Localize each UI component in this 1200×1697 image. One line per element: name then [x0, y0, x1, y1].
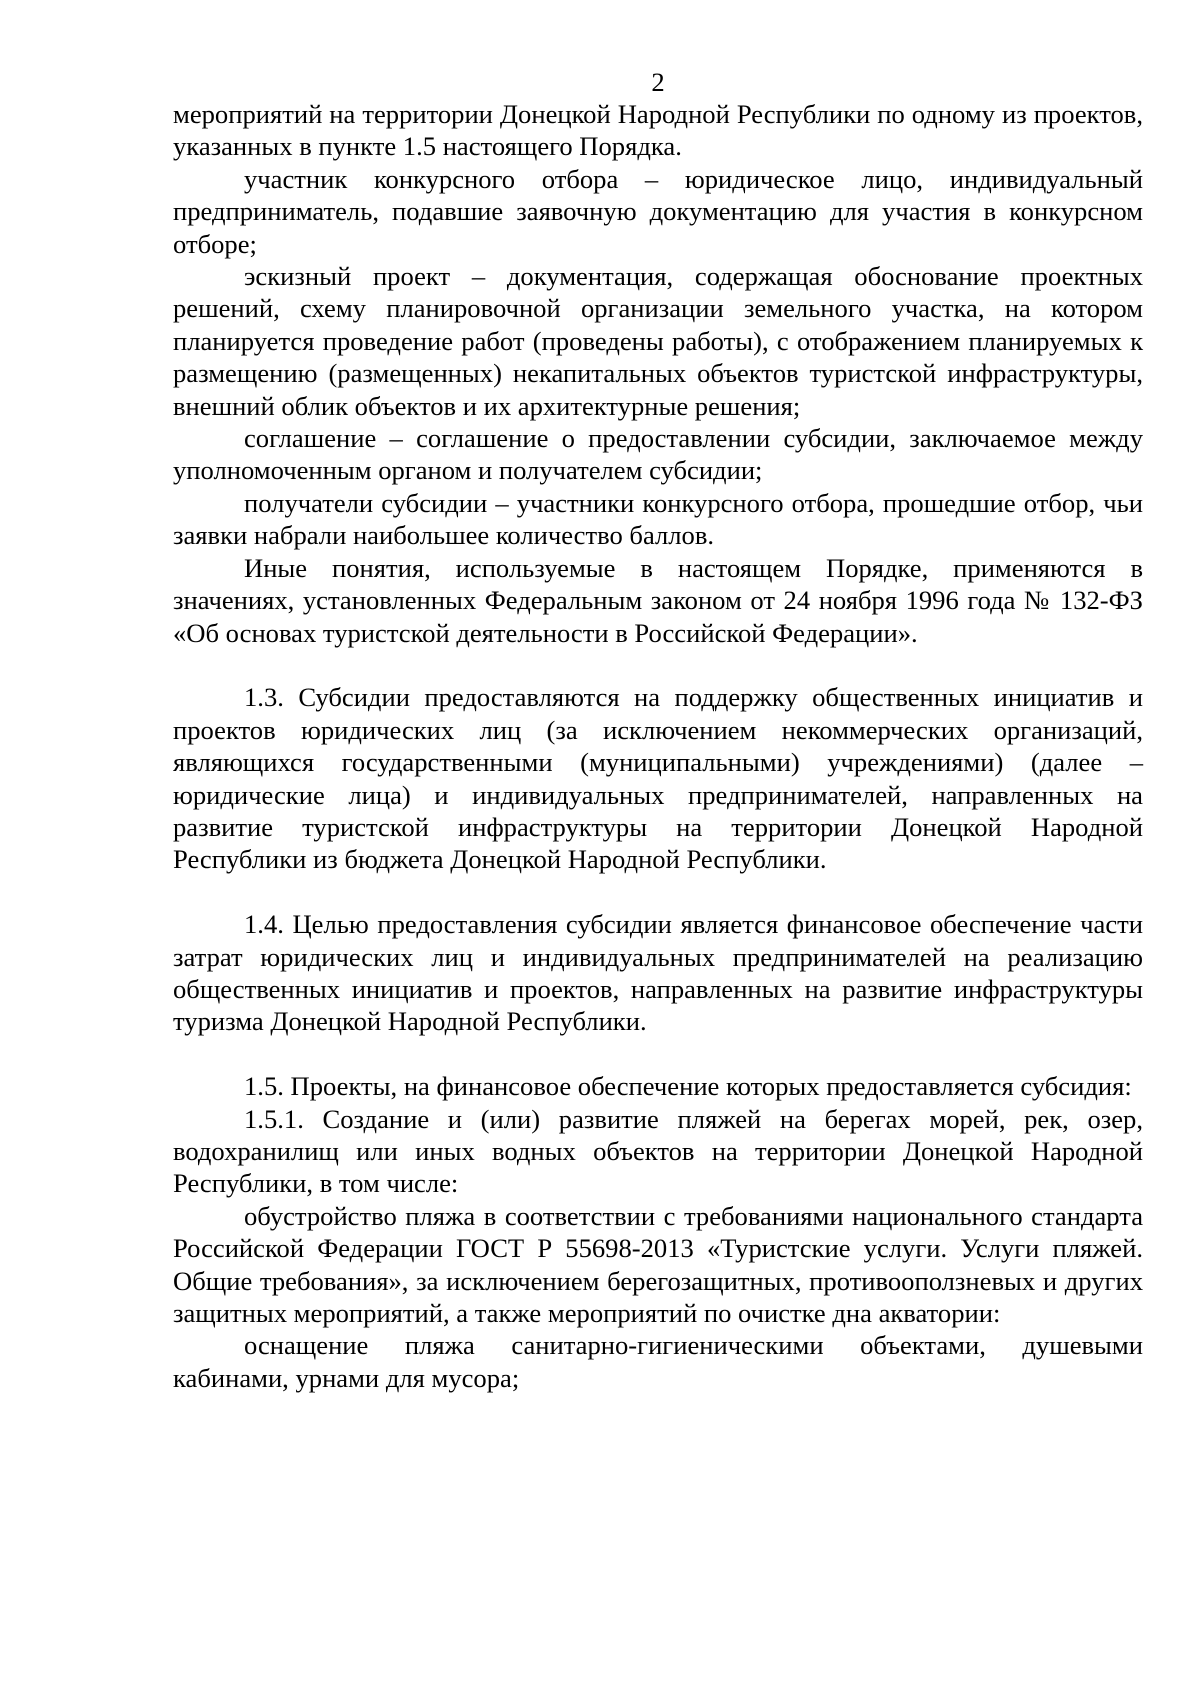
paragraph-beach-arrangement: обустройство пляжа в соответствии с требованиями национального стандарта Российской Федерации ГОСТ Р 55698-2013 «Туристские услуги. Услуги пляжей. Общие требования», за исключением берегозащитных, противооползневых и других защитных мероприятий, а также мероприятий по очистке дна акватории:: [173, 1200, 1143, 1328]
paragraph-section-1-3: 1.3. Субсидии предоставляются на поддержку общественных инициатив и проектов юридических лиц (за исключением некоммерческих организаций, являющихся государственными (муниципальными) учреждениями) (далее – юридические лица) и индивидуальных предпринимателей, направленных на развитие туристской инфраструктуры на территории Донецкой Народной Республики из бюджета Донецкой Народной Республики.: [173, 682, 1143, 875]
paragraph-section-1-5: 1.5. Проекты, на финансовое обеспечение которых предоставляется субсидия:: [244, 1071, 1132, 1102]
paragraph-continuation: мероприятий на территории Донецкой Народной Республики по одному из проектов, указанных в пункте 1.5 настоящего Порядка.: [173, 99, 1143, 162]
paragraph-beach-equipment: оснащение пляжа санитарно-гигиеническими объектами, душевыми кабинами, урнами для мусора;: [173, 1330, 1143, 1393]
paragraph-section-1-4: 1.4. Целью предоставления субсидии является финансовое обеспечение части затрат юридических лиц и индивидуальных предпринимателей на реализацию общественных инициатив и проектов, направленных на развитие инфраструктуры туризма Донецкой Народной Республики.: [173, 909, 1143, 1037]
paragraph-definition-participant: участник конкурсного отбора – юридическое лицо, индивидуальный предприниматель, подавшие заявочную документацию для участия в конкурсном отборе;: [173, 163, 1143, 259]
paragraph-gap: [173, 649, 1143, 681]
paragraph-gap: [173, 1038, 1143, 1070]
paragraph-definition-recipients: получатели субсидии – участники конкурсного отбора, прошедшие отбор, чьи заявки набрали наибольшее количество баллов.: [173, 487, 1143, 551]
paragraph-section-1-5-1: 1.5.1. Создание и (или) развитие пляжей на берегах морей, рек, озер, водохранилищ или иных водных объектов на территории Донецкой Народной Республики, в том числе:: [173, 1103, 1143, 1199]
document-page: [173, 66, 1143, 1394]
paragraph-gap: [173, 876, 1143, 908]
paragraph-definition-sketch-project: эскизный проект – документация, содержащая обоснование проектных решений, схему планировочной организации земельного участка, на котором планируется проведение работ (проведены работы), с отображением планируемых к размещению (размещенных) некапитальных объектов туристской инфраструктуры, внешний облик объектов и их архитектурные решения;: [173, 261, 1143, 421]
paragraph-definition-agreement: соглашение – соглашение о предоставлении субсидии, заключаемое между уполномоченным органом и получателем субсидии;: [173, 423, 1143, 486]
paragraph-other-terms: Иные понятия, используемые в настоящем Порядке, применяются в значениях, установленных Федеральным законом от 24 ноября 1996 года № 132-ФЗ «Об основах туристской деятельности в Российской Федерации».: [173, 552, 1143, 648]
page-number: 2: [651, 67, 665, 97]
